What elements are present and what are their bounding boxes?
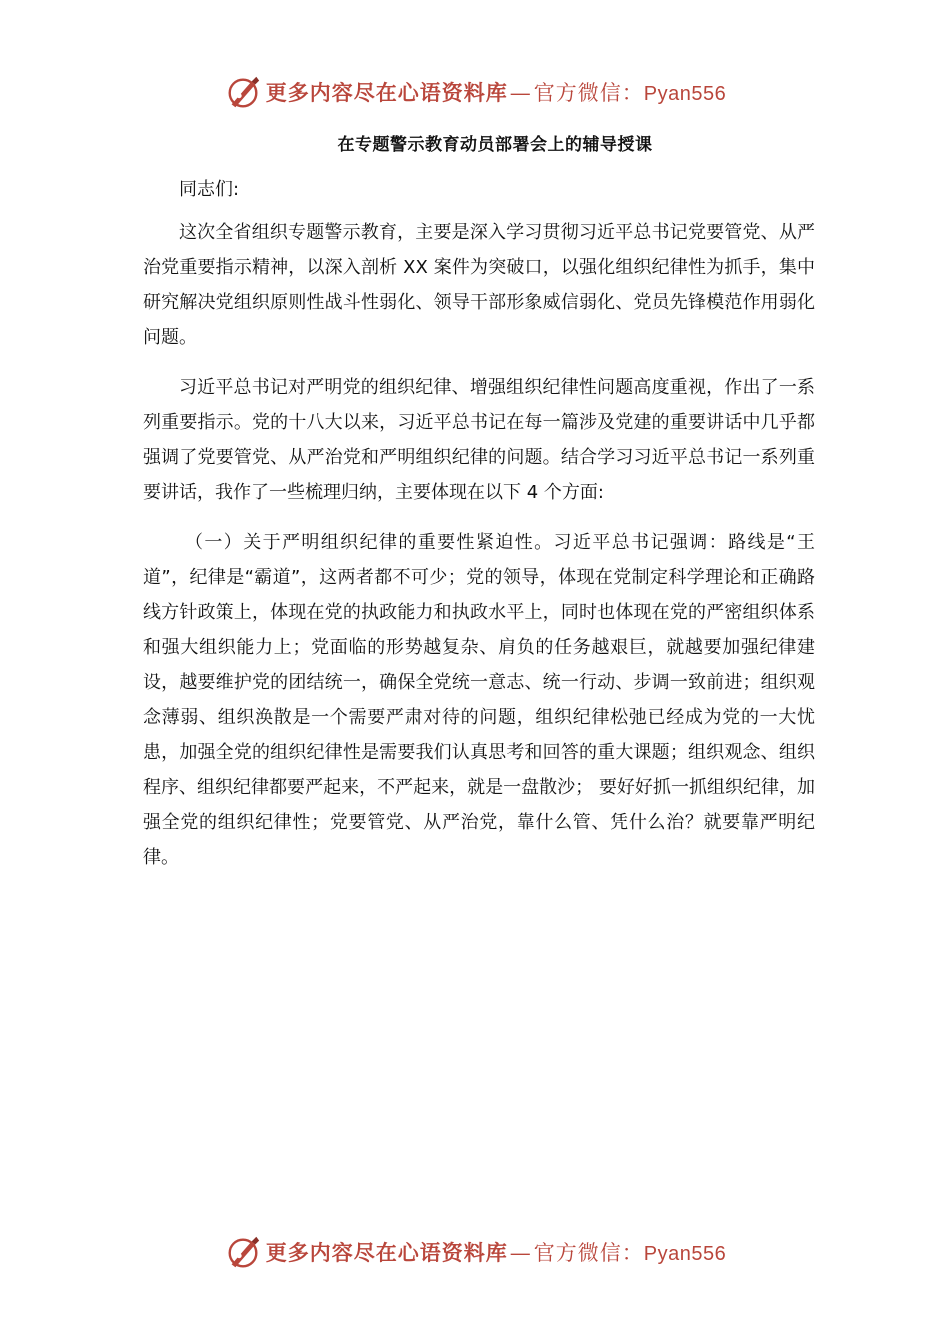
watermark-label: 更多内容尽在心语资料库 <box>265 1240 508 1265</box>
pen-logo-icon <box>224 1233 262 1271</box>
watermark-label: 更多内容尽在心语资料库 <box>265 80 508 105</box>
pen-logo-icon <box>224 73 262 111</box>
watermark-wechat-id: Pyan556 <box>643 83 727 105</box>
watermark-separator: — <box>509 1241 532 1265</box>
watermark-text <box>266 1237 726 1267</box>
document-title: 在专题警示教育动员部署会上的辅导授课 <box>337 135 653 155</box>
paragraph-intro: 这次全省组织专题警示教育，主要是深入学习贯彻习近平总书记党要管党、从严治党重要指示精神，以深入剖析 XX 案件为突破口，以强化组织纪律性为抓手，集中研究解决党组织原则性战斗性弱化、领导干部形象威信弱化、党员先锋模范作用弱化问题。 <box>143 222 815 348</box>
watermark-wechat-label: 官方微信： <box>533 1241 644 1265</box>
watermark-wechat-label: 官方微信： <box>533 81 644 105</box>
paragraph-section-one: （一）关于严明组织纪律的重要性紧迫性。习近平总书记强调：路线是“王道”，纪律是“霸道”，这两者都不可少；党的领导，体现在党制定科学理论和正确路线方针政策上，体现在党的执政能力和执政水平上，同时也体现在党的严密组织体系和强大组织能力上；党面临的形势越复杂、肩负的任务越艰巨，就越要加强纪律建设，越要维护党的团结统一，确保全党统一意志、统一行动、步调一致前进；组织观念薄弱、组织涣散是一个需要严肃对待的问题，组织纪律松弛已经成为党的一大忧患，加强全党的组织纪律性是需要我们认真思考和回答的重大课题；组织观念、组织程序、组织纪律都要严起来，不严起来，就是一盘散沙； 要好好抓一抓组织纪律，加强全党的组织纪律性；党要管党、从严治党，靠什么管、凭什么治？就要靠严明纪律。 <box>143 532 815 868</box>
greeting: 同志们: <box>179 179 240 200</box>
document-body <box>143 172 815 875</box>
watermark-wechat-id: Pyan556 <box>643 1243 727 1265</box>
paragraph-overview: 习近平总书记对严明党的组织纪律、增强组织纪律性问题高度重视，作出了一系列重要指示。党的十八大以来，习近平总书记在每一篇涉及党建的重要讲话中几乎都强调了党要管党、从严治党和严明组织纪律的问题。结合学习习近平总书记一系列重要讲话，我作了一些梳理归纳，主要体现在以下 4 个方面: <box>143 377 815 503</box>
footer-watermark <box>0 1232 950 1272</box>
watermark-separator: — <box>509 81 532 105</box>
watermark-text <box>266 77 726 107</box>
header-watermark <box>0 72 950 112</box>
